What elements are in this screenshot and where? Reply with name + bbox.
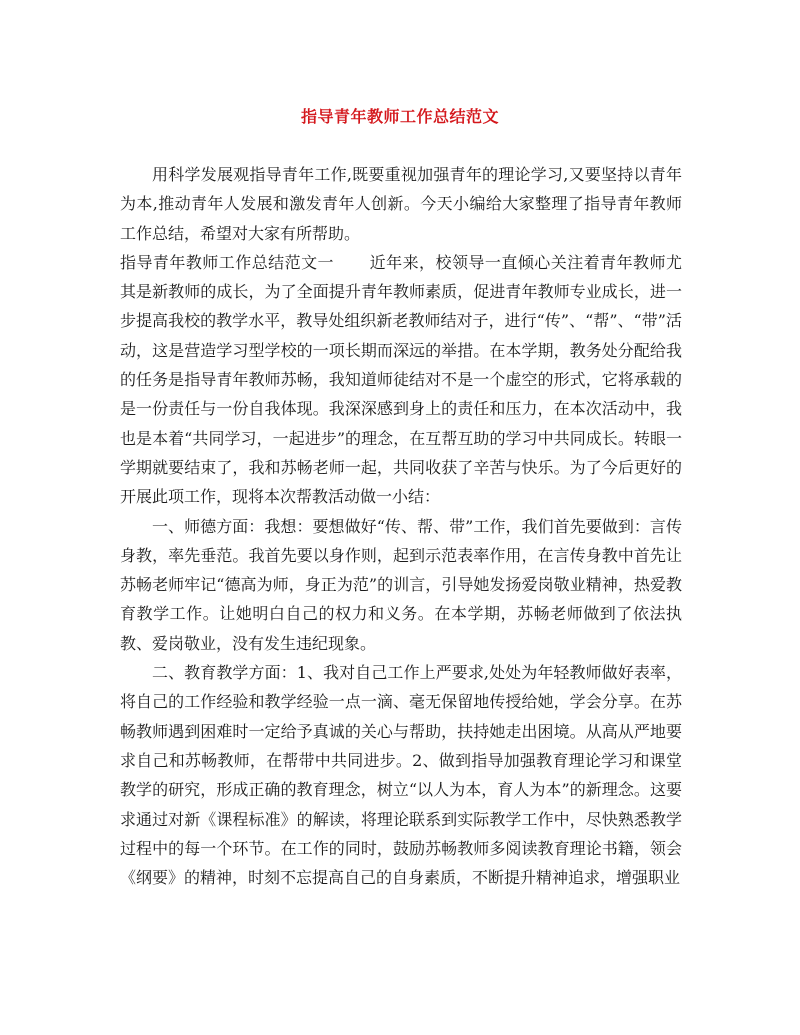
document-title: 指导青年教师工作总结范文 — [300, 107, 499, 126]
document-body — [120, 160, 682, 892]
intro-paragraph: 用科学发展观指导青年工作,既要重视加强青年的理论学习,又要坚持以青年为本,推动青年人发展和激发青年人创新。今天小编给大家整理了指导青年教师工作总结，希望对大家有所帮助。 — [120, 165, 682, 243]
section-heading: 指导青年教师工作总结范文一 — [120, 252, 335, 272]
section-body: 近年来，校领导一直倾心关注着青年教师尤其是新教师的成长，为了全面提升青年教师素质，促进青年教师专业成长，进一步提高我校的教学水平，教导处组织新老教师结对子，进行“传”、“帮”、“带”活动，这是营造学习型学校的一项长期而深远的举措。在本学期，教务处分配给我的任务是指导青年教师苏畅，我知道师徒结对不是一个虚空的形式，它将承载的是一份责任与一份自我体现。我深深感到身上的责任和压力，在本次活动中，我也是本着“共同学习，一起进步”的理念，在互帮互助的学习中共同成长。转眼一学期就要结束了，我和苏畅老师一起，共同收获了辛苦与快乐。为了今后更好的开展此项工作，现将本次帮教活动做一小结： — [120, 252, 682, 507]
point-one-paragraph: 一、师德方面：我想：要想做好“传、帮、带”工作，我们首先要做到：言传身教，率先垂范。我首先要以身作则，起到示范表率作用，在言传身教中首先让苏畅老师牢记“德高为师，身正为范”的训言，引导她发扬爱岗敬业精神，热爱教育教学工作。让她明白自己的权力和义务。在本学期，苏畅老师做到了依法执教、爱岗敬业，没有发生违纪现象。 — [120, 516, 682, 653]
section-one-paragraph — [120, 248, 682, 512]
point-two-paragraph: 二、教育教学方面：1、我对自己工作上严要求,处处为年轻教师做好表率，将自己的工作经验和教学经验一点一滴、毫无保留地传授给她，学会分享。在苏畅教师遇到困难时一定给予真诚的关心与帮助，扶持她走出困境。从高从严地要求自己和苏畅教师，在帮带中共同进步。2、做到指导加强教育理论学习和课堂教学的研究，形成正确的教育理念，树立“以人为本，育人为本”的新理念。这要求通过对新《课程标准》的解读，将理论联系到实际教学工作中，尽快熟悉教学过程中的每一个环节。在工作的同时，鼓励苏畅教师多阅读教育理论书籍，领会《纲要》的精神，时刻不忘提高自己的自身素质，不断提升精神追求，增强职业 — [120, 663, 682, 888]
